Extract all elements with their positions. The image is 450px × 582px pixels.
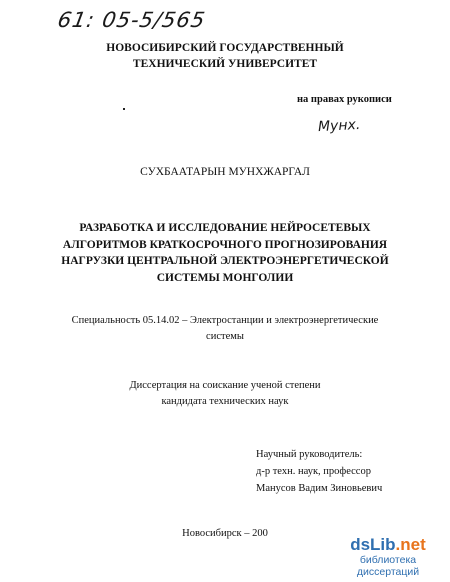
title-line-4: СИСТЕМЫ МОНГОЛИИ <box>156 271 294 284</box>
supervisor-degree: д-р техн. наук, профессор <box>256 466 371 477</box>
specialty-line-2: системы <box>206 330 244 342</box>
dissertation-line-2: кандидата технических наук <box>161 396 289 407</box>
university-line-1: НОВОСИБИРСКИЙ ГОСУДАРСТВЕННЫЙ <box>106 42 344 54</box>
manuscript-note: на правах рукописи <box>297 94 392 105</box>
watermark-tagline: библиотека диссертаций <box>356 554 420 578</box>
supervisor-name: Манусов Вадим Зиновьевич <box>256 483 383 494</box>
specialty-line-1: Специальность 05.14.02 – Электростанции и электроэнергетические <box>71 315 379 326</box>
supervisor-label: Научный руководитель: <box>256 449 363 460</box>
author-name: СУХБААТАРЫН МУНХЖАРГАЛ <box>140 166 310 178</box>
specialty <box>0 313 450 344</box>
author-signature: Мунх. <box>317 116 361 136</box>
dissertation-degree <box>0 378 450 410</box>
title-line-3: НАГРУЗКИ ЦЕНТРАЛЬНОЙ ЭЛЕКТРОЭНЕРГЕТИЧЕСКОЙ <box>61 255 389 267</box>
dissertation-title <box>0 220 450 286</box>
university-line-2: ТЕХНИЧЕСКИЙ УНИВЕРСИТЕТ <box>132 58 318 70</box>
watermark-brand-suffix: .net <box>395 535 426 554</box>
archive-number: 61: 05-5/565 <box>55 8 208 32</box>
university-name <box>0 40 450 72</box>
dissertation-line-1: Диссертация на соискание ученой степени <box>129 380 321 391</box>
watermark-brand: dsLib <box>350 535 396 554</box>
supervisor-block <box>256 446 382 497</box>
dslib-watermark[interactable] <box>332 536 444 578</box>
title-line-2: АЛГОРИТМОВ КРАТКОСРОЧНОГО ПРОГНОЗИРОВАНИЯ <box>62 238 388 251</box>
title-line-1: РАЗРАБОТКА И ИССЛЕДОВАНИЕ НЕЙРОСЕТЕВЫХ <box>79 222 371 234</box>
margin-mark <box>123 108 125 110</box>
watermark-logo <box>332 536 444 554</box>
place-year: Новосибирск – 200 <box>182 528 268 539</box>
